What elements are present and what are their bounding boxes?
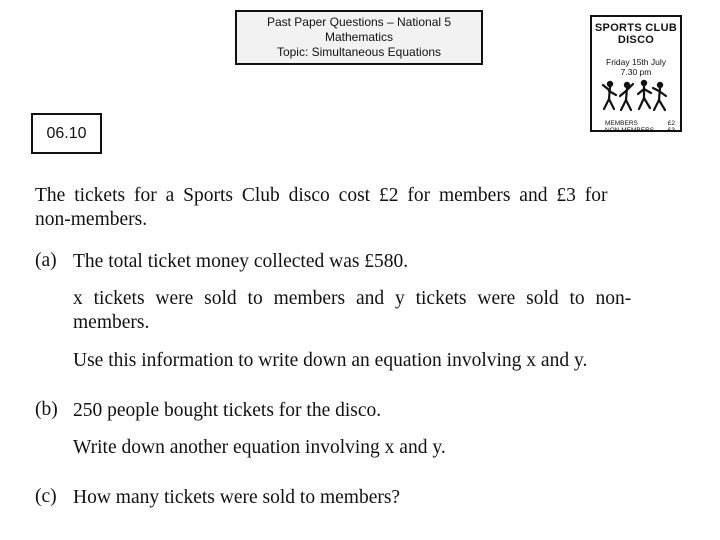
- dancers-icon: [602, 79, 670, 115]
- poster-date-line-1: Friday 15th July: [606, 57, 666, 67]
- part-b-line-1: 250 people bought tickets for the disco.: [73, 400, 382, 421]
- header-line-2: Mathematics: [324, 30, 394, 44]
- part-a-line-4: Use this information to write down an equation involving x and y.: [73, 350, 588, 371]
- header-box: [235, 10, 483, 65]
- non-members-price: £3: [667, 127, 675, 134]
- poster-title: [592, 22, 680, 46]
- question-number: 06.10: [31, 113, 102, 154]
- header-line-1: Past Paper Questions – National 5: [266, 15, 452, 29]
- non-members-label: NON MEMBERS: [605, 127, 655, 134]
- part-a-label: (a): [35, 250, 57, 271]
- part-c-label: (c): [35, 486, 57, 507]
- part-b-label: (b): [35, 399, 58, 420]
- disco-poster: [590, 15, 682, 132]
- poster-date-line-2: 7.30 pm: [620, 67, 652, 77]
- poster-title-line-1: SPORTS CLUB: [594, 22, 678, 34]
- part-a-line-2: x tickets were sold to members and y tickets were sold to non-: [73, 288, 632, 309]
- intro-line-1: The tickets for a Sports Club disco cost £2 for members and £3 for: [35, 185, 608, 206]
- members-price: £2: [667, 120, 675, 127]
- part-a-line-3: members.: [73, 312, 150, 333]
- poster-prices: [605, 120, 675, 134]
- poster-date: [592, 57, 680, 77]
- poster-title-line-2: DISCO: [617, 34, 655, 46]
- intro-line-2: non-members.: [35, 209, 148, 230]
- part-a-line-1: The total ticket money collected was £580.: [73, 251, 409, 272]
- header-line-3: Topic: Simultaneous Equations: [276, 45, 442, 59]
- part-b-line-2: Write down another equation involving x and y.: [73, 437, 446, 458]
- part-c-line-1: How many tickets were sold to members?: [73, 487, 401, 508]
- members-label: MEMBERS: [605, 120, 638, 127]
